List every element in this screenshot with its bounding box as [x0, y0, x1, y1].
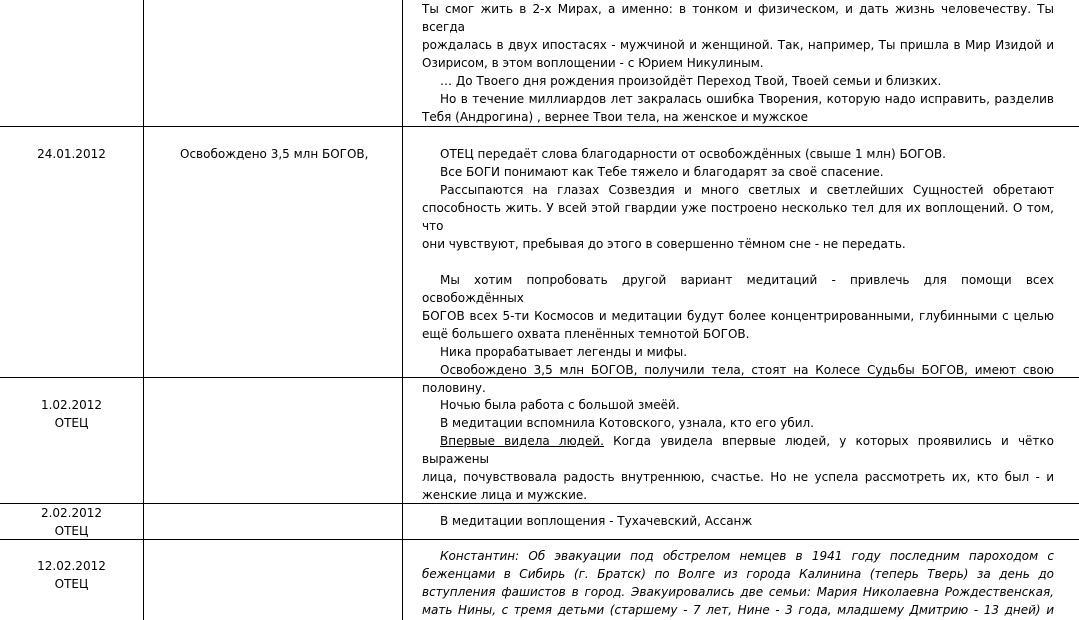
text-line: ОТЕЦ передаёт слова благодарности от освобождённых (свыше 1 млн) БОГОВ. — [440, 147, 946, 161]
row-4-content — [403, 547, 1079, 619]
text-line: БОГОВ всех 5-ти Космосов и медитации будут более концентрированными, глубинными с целью — [422, 309, 1054, 323]
text-line: Ника прорабатывает легенды и мифы. — [440, 345, 688, 359]
text-line: вступления фашистов в город. Эвакуировались две семьи: Мария Николаевна Рождественская, — [422, 585, 1054, 599]
text-line: Озирисом, в этом воплощении - с Юрием Никулиным. — [422, 56, 764, 70]
row-1-summary-cell — [144, 145, 402, 163]
text-line: Но в течение миллиардов лет закралась ошибка Творения, которую надо исправить, разделив — [440, 92, 1054, 106]
row-2-content — [403, 396, 1079, 504]
text-line: Ты смог жить в 2-х Мирах, а именно: в тонком и физическом, и дать жизнь человечеству. Ты всегда — [422, 2, 1054, 34]
text-line: … До Твоего дня рождения произойдёт Переход Твой, Твоей семьи и близких. — [440, 74, 942, 88]
row-1-content — [403, 145, 1079, 397]
row-3-date-cell — [0, 504, 143, 540]
text-line: В медитации вспомнила Котовского, узнала, кто его убил. — [440, 416, 814, 430]
text-line: половину. — [422, 381, 486, 395]
row-2-date-cell — [0, 396, 143, 432]
row-1-date-cell — [0, 145, 143, 163]
text-line: беженцами в Сибирь (г. Братск) по Волге из города Калинина (теперь Тверь) за день до — [422, 567, 1054, 581]
entry-date: 2.02.2012 — [40, 506, 103, 520]
row-3-content — [403, 512, 1079, 530]
entry-summary: Освобождено 3,5 млн БОГОВ, — [180, 147, 369, 161]
column-divider — [143, 0, 144, 620]
text-line: Рассыпаются на глазах Созвездия и много светлых и светлейших Сущностей обретают — [440, 183, 1054, 197]
entry-author: ОТЕЦ — [54, 416, 89, 430]
text-line — [422, 432, 1054, 468]
text-line: Все БОГИ понимают как Тебе тяжело и благодарят за своё спасение. — [440, 165, 884, 179]
text-line: Освобождено 3,5 млн БОГОВ, получили тела, стоят на Колесе Судьбы БОГОВ, имеют свою — [440, 363, 1054, 377]
text-fragment: Когда увидела впервые людей, у которых проявились и чётко выражены — [422, 434, 1054, 466]
text-line: Ночью была работа с большой змеёй. — [440, 398, 680, 412]
text-line: лица, почувствовала радость внутреннюю, счастье. Но не успела рассмотреть их, кто был - и — [422, 470, 1054, 484]
text-line: Константин: Об эвакуации под обстрелом немцев в 1941 году последним пароходом с — [440, 549, 1054, 563]
row-divider — [0, 126, 1079, 127]
entry-date: 24.01.2012 — [37, 147, 106, 161]
entry-date: 12.02.2012 — [37, 559, 106, 573]
row-0-content — [403, 0, 1079, 126]
text-line: рождалась в двух ипостасях - мужчиной и женщиной. Так, например, Ты пришла в Мир Изидой и — [422, 38, 1054, 52]
text-line: способность жить. У всей этой гвардии уже построено несколько тел для их воплощений. О том, что — [422, 201, 1054, 233]
text-line: Тебя (Андрогина) , вернее Твои тела, на женское и мужское — [422, 110, 809, 124]
entry-author: ОТЕЦ — [54, 577, 89, 591]
text-line: Мы хотим попробовать другой вариант медитаций - привлечь для помощи всех освобождённых — [422, 273, 1054, 305]
entry-author: ОТЕЦ — [54, 524, 89, 538]
underlined-phrase: Впервые видела людей. — [440, 434, 604, 448]
entry-date: 1.02.2012 — [40, 398, 103, 412]
row-divider — [0, 539, 1079, 540]
text-line: они чувствуют, пребывая до этого в совершенно тёмном сне - не передать. — [422, 237, 906, 251]
text-line: мать Нины, с тремя детьми (старшему - 7 лет, Нине - 3 года, младшему Дмитрию - 13 дней) и — [422, 603, 1054, 617]
text-line: В медитации воплощения - Тухачевский, Ассанж — [440, 514, 753, 528]
text-line: женские лица и мужские. — [422, 488, 588, 502]
row-4-date-cell — [0, 557, 143, 593]
text-line: ещё большего охвата пленённых темнотой БОГОВ. — [422, 327, 750, 341]
